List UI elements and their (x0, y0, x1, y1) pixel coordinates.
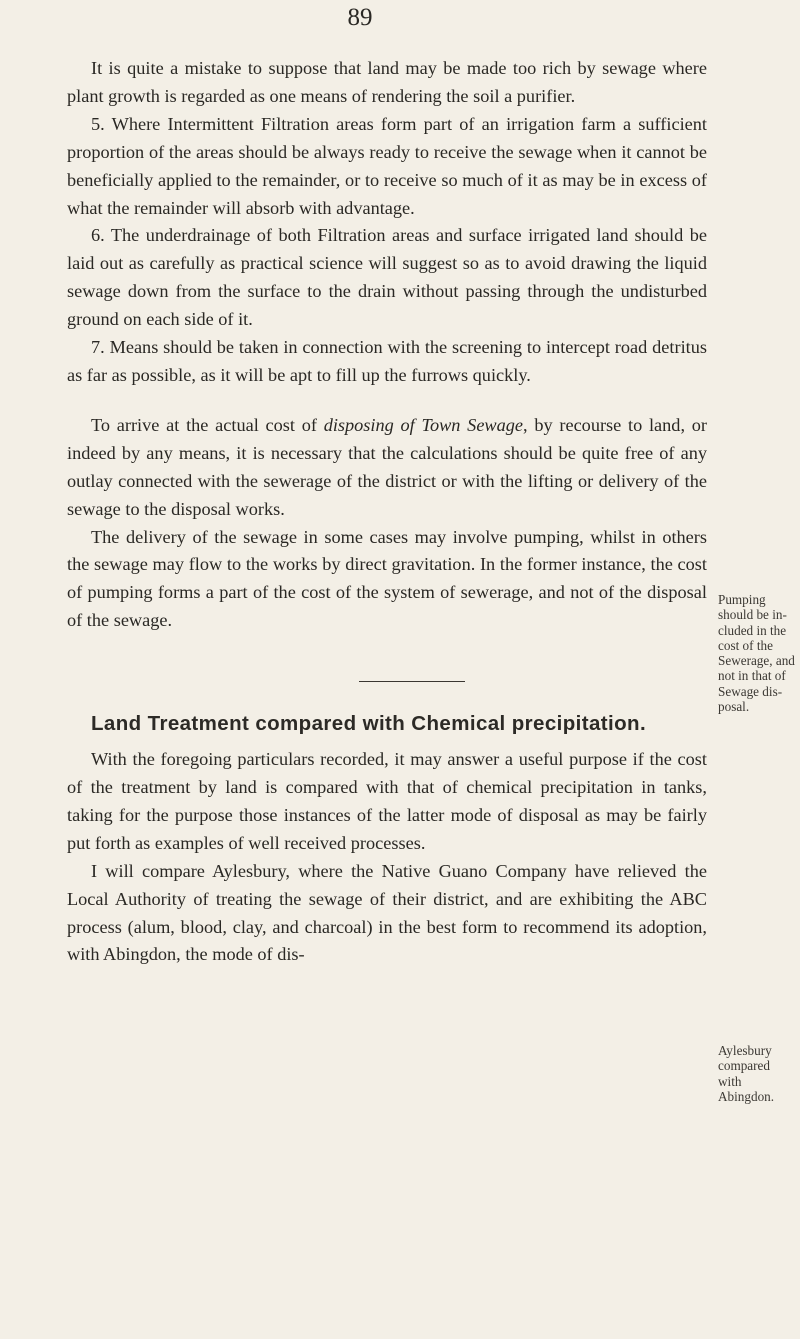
margin-line: Aylesbury (718, 1043, 772, 1058)
margin-line: compared (718, 1058, 770, 1074)
paragraph: 7. Means should be taken in connection with the screening to intercept road detritus as far as possible, as it will be apt to fill up the furrows quickly. (67, 337, 707, 385)
margin-line: should be in- (718, 607, 787, 623)
section-heading: Land Treatment compared with Chemical precipitation. (91, 712, 647, 736)
margin-line: with (718, 1073, 742, 1089)
margin-note-aylesbury (718, 1043, 800, 1104)
cost-text-start: To arrive at the actual cost of (91, 414, 324, 435)
margin-line: Pumping (718, 592, 766, 607)
margin-line: Sewage dis- (718, 683, 783, 699)
paragraph: 6. The underdrainage of both Filtration areas and surface irrigated land should be laid out as carefully as practical science will suggest so as to avoid drawing the liquid sewage down from the surface to the drain without passing through the undisturbed ground on each side of it. (67, 225, 707, 330)
italic-phrase: disposing of Town Sewage (323, 414, 524, 435)
margin-line: Abingdon. (718, 1088, 775, 1104)
paragraph: 5. Where Intermittent Filtration areas form part of an irrigation farm a sufficient proportion of the areas should be always ready to receive the sewage when it cannot be beneficially applied to the remainder, or to receive so much of it as may be in excess of what the remainder will absorb with advantage. (67, 113, 707, 218)
cost-paragraph (67, 412, 707, 524)
margin-note-pumping (718, 592, 800, 714)
paragraph: I will compare Aylesbury, where the Native Guano Company have relieved the Local Authority of treating the sewage of their district, and are exhibiting the ABC process (alum, blood, clay, and charcoal) in the best form to recommend its adoption, with Abingdon, the mode of dis- (67, 860, 707, 965)
paragraph: The delivery of the sewage in some cases may involve pumping, whilst in others the sewage may flow to the works by direct gravitation. In the former instance, the cost of pumping forms a part of the cost of the system of sewerage, and not of the disposal of the sewage. (67, 526, 707, 631)
margin-line: cluded in the (718, 622, 787, 638)
page-number: 89 (347, 4, 373, 31)
margin-line: posal. (718, 699, 750, 715)
page-body (67, 55, 707, 969)
paragraph: It is quite a mistake to suppose that land may be made too rich by sewage where plant growth is regarded as one means of rendering the soil a purifier. (67, 58, 707, 106)
margin-line: Sewerage, and (718, 653, 795, 669)
margin-line: not in that of (718, 668, 786, 684)
section-divider (359, 681, 465, 682)
cost-text-end: , by recourse to land, or indeed by any means, it is necessary that the calculations should be quite free of any outlay connected with the sewerage of the district or with the lifting or delivery of the sewage to the disposal works. (67, 414, 707, 519)
margin-line: cost of the (718, 637, 773, 653)
paragraph: With the foregoing particulars recorded, it may answer a useful purpose if the cost of the treatment by land is compared with that of chemical precipitation in tanks, taking for the purpose those instances of the latter mode of disposal as may be fairly put forth as examples of well received processes. (67, 749, 707, 853)
